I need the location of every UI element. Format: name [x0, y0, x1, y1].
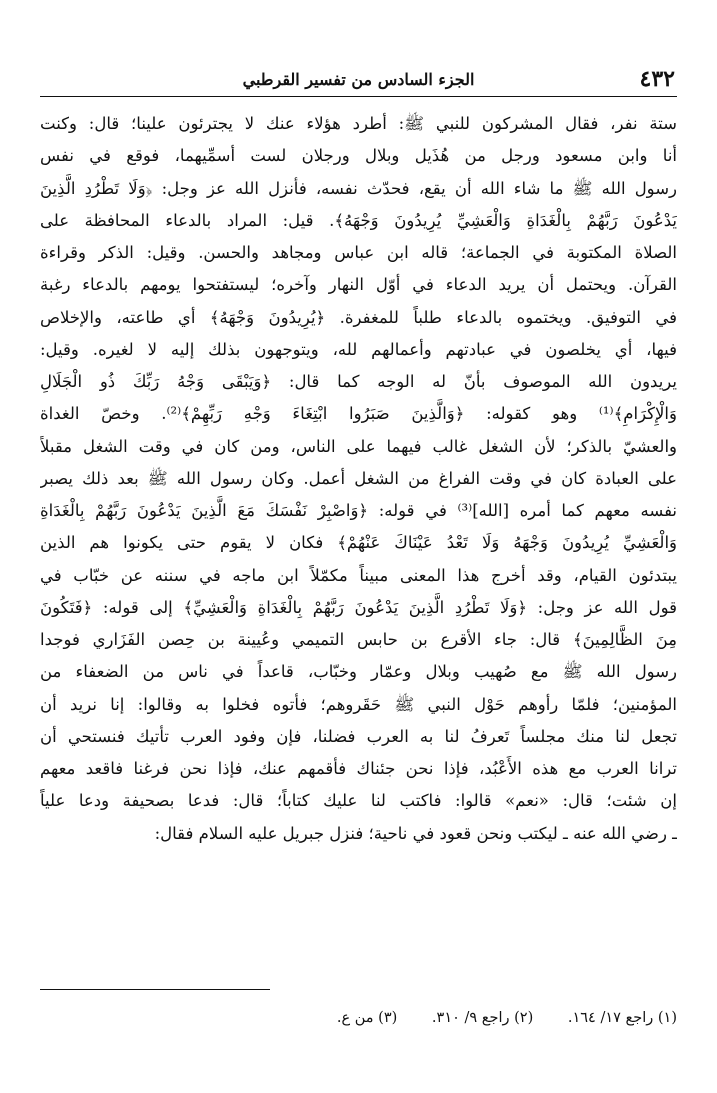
text-line: مِنَ الظَّالِمِينَ﴾ قال: جاء الأقرع بن حابس التميمي وعُيينة بن حِصن الفَزَاري فوجدا	[40, 630, 677, 649]
text-line: أنا وابن مسعود ورجل من هُذَيل وبلال ورجلان لست أسمِّيهما، فوقع في نفس	[40, 146, 677, 166]
text-line: إن شئت؛ قال: «نعم» قالوا: فاكتب لنا عليك كتاباً؛ قال: فدعا بصحيفة ودعا علياً	[40, 791, 677, 811]
text-line: تجعل لنا منك مجلساً تَعرفُ لنا به العرب فضلنا، فإن وفود العرب تأتيك فنستحي أن	[40, 726, 677, 746]
text-line: رسول الله ﷺ ما شاء الله أن يقع، فحدّث نفسه، فأنزل الله عز وجل: ﴿وَلَا تَطْرُدِ الَّذِينَ	[40, 178, 677, 198]
page-number: ٤٣٢	[639, 66, 675, 92]
footnotes	[40, 1010, 677, 1026]
text-line: يبتدئون القيام، وقد أخرج هذا المعنى مبيناً مكمّلاً ابن ماجه في سننه عن خبّاب في	[40, 565, 677, 585]
text-line: المؤمنين؛ فلمّا رأوهم حَوْل النبي ﷺ حَقَروهم؛ فأتوه فخلوا به وقالوا: إنا نريد أن	[40, 694, 677, 714]
text-line: قول الله عز وجل: ﴿وَلَا تَطْرُدِ الَّذِينَ يَدْعُونَ رَبَّهُمْ بِالْغَدَاةِ وَالْعَشِيِّ﴾ إلى قوله: ﴿فَتَكُونَ	[40, 597, 677, 617]
text-line: فيها، أي يخلصون في عبادتهم وأعمالهم لله، ويتوجهون بذلك إليه لا لغيره. وقيل:	[40, 339, 677, 359]
text-line: على العبادة كان في وقت الفراغ من الشغل أعمل. وكان رسول الله ﷺ بعد ذلك يصبر	[40, 468, 677, 488]
body-text	[40, 108, 677, 850]
text-line: والعشيّ بالذكر؛ لأن الشغل غالب فيهما على الناس، ومن كان في وقت الشغل مقبلاً	[40, 436, 677, 456]
running-title: الجزء السادس من تفسير القرطبي	[242, 70, 475, 89]
text-line: يَدْعُونَ رَبَّهُمْ بِالْغَدَاةِ وَالْعَشِيِّ يُرِيدُونَ وَجْهَهُ﴾. قيل: المراد بالدعاء المحافظة على	[40, 210, 677, 230]
text-line: رسول الله ﷺ مع صُهيب وبلال وعمّار وخبّاب، قاعداً في ناس من الضعفاء من	[40, 662, 677, 682]
text-line: وَالْإِكْرَامِ﴾⁽¹⁾ وهو كقوله: ﴿وَالَّذِينَ صَبَرُوا ابْتِغَاءَ وَجْهِ رَبِّهِمْ﴾⁽²⁾. وخصّ الغداة	[40, 404, 677, 424]
text-line: نفسه معهم كما أمره [الله]⁽³⁾ في قوله: ﴿وَاصْبِرْ نَفْسَكَ مَعَ الَّذِينَ يَدْعُونَ رَبَّهُمْ بِالْغَدَاةِ	[40, 501, 677, 520]
text-line: الصلاة المكتوبة في الجماعة؛ قاله ابن عباس ومجاهد والحسن. وقيل: الذكر وقراءة	[40, 243, 677, 262]
text-line: وَالْعَشِيِّ يُرِيدُونَ وَجْهَهُ وَلَا تَعْدُ عَيْنَاكَ عَنْهُمْ﴾ فكان لا يقوم حتى يكونوا هم الذين	[40, 533, 677, 553]
text-line: ـ رضي الله عنه ـ ليكتب ونحن قعود في ناحية؛ فنزل جبريل عليه السلام فقال:	[154, 823, 677, 843]
text-line: يريدون الله الموصوف بأنّ له الوجه كما قال: ﴿وَيَبْقَى وَجْهُ رَبِّكَ ذُو الْجَلَالِ	[40, 372, 677, 391]
footnote-2: (٢) راجع ٩/ ٣١٠.	[431, 1010, 534, 1026]
text-line: ترانا العرب مع هذه الأَعْبُد، فإذا نحن جئناك فأقمهم عنك، فإذا نحن فرغنا فاقعد معهم	[40, 759, 677, 778]
text-line: القرآن. ويحتمل أن يريد الدعاء في أوّل النهار وآخره؛ ليستفتحوا يومهم بالدعاء رغبة	[40, 275, 677, 295]
text-line: في التوفيق. ويختموه بالدعاء طلباً للمغفرة. ﴿يُرِيدُونَ وَجْهَهُ﴾ أي طاعته، والإخلاص	[40, 307, 677, 327]
footnote-divider	[40, 989, 270, 990]
text-line: ستة نفر، فقال المشركون للنبي ﷺ: أطرد هؤلاء عنك لا يجترئون علينا؛ قال: وكنت	[40, 114, 677, 133]
footnote-3: (٣) من ع.	[336, 1010, 398, 1026]
page-header	[40, 66, 677, 97]
footnote-1: (١) راجع ١٧/ ١٦٤.	[567, 1010, 677, 1026]
